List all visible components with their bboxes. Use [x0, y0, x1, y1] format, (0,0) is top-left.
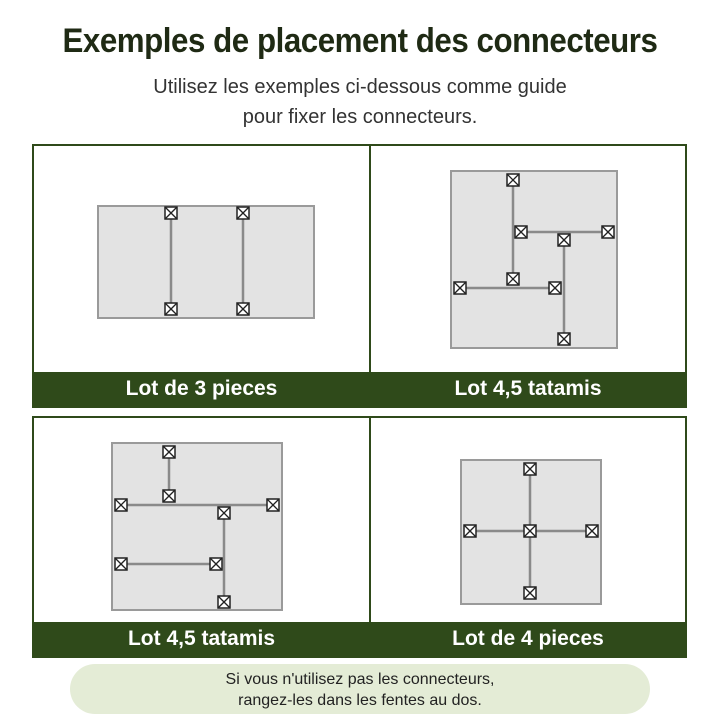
- connector-icon: [218, 596, 230, 608]
- mat-piece: [112, 443, 282, 610]
- connector-icon: [524, 587, 536, 599]
- note-line-2: rangez-les dans les fentes au dos.: [238, 692, 482, 709]
- connector-icon: [237, 207, 249, 219]
- connector-icon: [210, 558, 222, 570]
- connector-icon: [602, 226, 614, 238]
- storage-note: [70, 664, 650, 714]
- panel-label: Lot 4,5 tatamis: [371, 372, 685, 406]
- panel-label: Lot de 3 pieces: [34, 372, 369, 406]
- connector-icon: [558, 333, 570, 345]
- connector-icon: [237, 303, 249, 315]
- connector-icon: [586, 525, 598, 537]
- diagram-4-pieces: [371, 418, 685, 622]
- connector-icon: [524, 463, 536, 475]
- connector-icon: [115, 558, 127, 570]
- connector-icon: [558, 234, 570, 246]
- panel-lot-4-pieces: [369, 416, 687, 658]
- note-line-1: Si vous n'utilisez pas les connecteurs,: [225, 671, 495, 688]
- connector-icon: [163, 490, 175, 502]
- diagram-4-5-tatamis-b: [34, 418, 369, 622]
- connector-icon: [454, 282, 466, 294]
- connector-icon: [507, 174, 519, 186]
- mat-piece: [451, 171, 617, 348]
- connector-icon: [524, 525, 536, 537]
- connector-icon: [218, 507, 230, 519]
- panel-lot-4-5-tatamis-b: [32, 416, 371, 658]
- panel-lot-3-pieces: [32, 144, 371, 408]
- subtitle-line-2: pour fixer les connecteurs.: [242, 106, 478, 128]
- panel-lot-4-5-tatamis-a: [369, 144, 687, 408]
- connector-icon: [115, 499, 127, 511]
- page-title: Exemples de placement des connecteurs: [62, 22, 658, 60]
- subtitle-line-1: Utilisez les exemples ci-dessous comme guide: [153, 76, 567, 98]
- connector-icon: [165, 303, 177, 315]
- diagram-3-pieces: [34, 146, 369, 372]
- connector-icon: [163, 446, 175, 458]
- connector-icon: [464, 525, 476, 537]
- panel-label: Lot 4,5 tatamis: [34, 622, 369, 656]
- panel-label: Lot de 4 pieces: [371, 622, 685, 656]
- mat-piece: [98, 206, 314, 318]
- connector-icon: [165, 207, 177, 219]
- connector-icon: [515, 226, 527, 238]
- connector-icon: [507, 273, 519, 285]
- examples-grid: [32, 144, 687, 658]
- connector-icon: [267, 499, 279, 511]
- page-subtitle: [0, 72, 720, 132]
- diagram-4-5-tatamis-a: [371, 146, 685, 372]
- connector-icon: [549, 282, 561, 294]
